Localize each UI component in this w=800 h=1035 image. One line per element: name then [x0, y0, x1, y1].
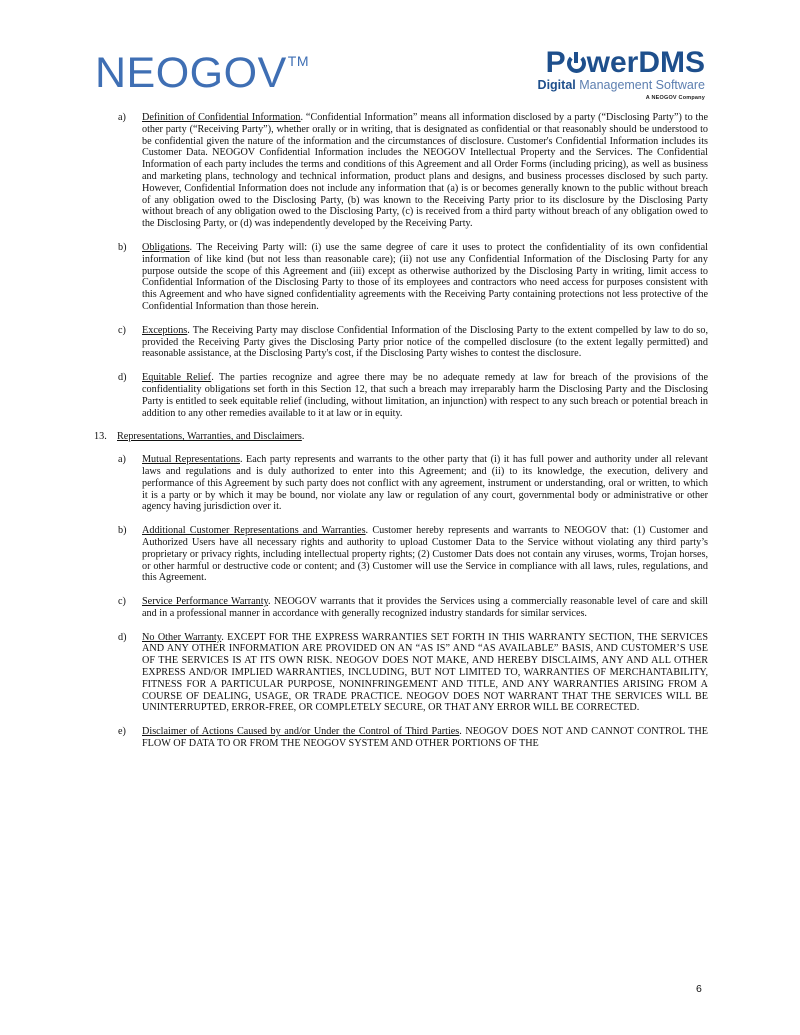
- clause-text: [142, 372, 708, 419]
- clause-body: . EXCEPT FOR THE EXPRESS WARRANTIES SET FORTH IN THIS WARRANTY SECTION, THE SERVICES AND ANY OTHER INFORMATION ARE PROVIDED ON AN “AS IS” AND “AS AVAILABLE” BASIS, AND CUSTOMER’S USE OF THE SERVICES IS AT ITS OWN RISK. NEOGOV DOES NOT MAKE, AND HEREBY DISCLAIMS, ANY AND ALL OTHER EXPRESS AND/OR IMPLIED WARRANTIES, INCLUDING, BUT NOT LIMITED TO, WARRANTIES OF MERCHANTABILITY, FITNESS FOR A PARTICULAR PURPOSE, NONINFRINGEMENT AND TITLE, AND ANY WARRANTIES ARISING FROM A COURSE OF DEALING, USAGE, OR TRADE PRACTICE. NEOGOV DOES NOT WARRANT THAT THE SERVICES WILL BE UNINTERRUPTED, ERROR-FREE, OR COMPLETELY SECURE, OR THAT ANY ERROR WILL BE CORRECTED.: [142, 631, 708, 714]
- clause-text: [142, 632, 708, 715]
- clause-title: Service Performance Warranty: [142, 596, 269, 608]
- clause-label: b): [118, 241, 127, 253]
- clause-label: a): [118, 112, 126, 123]
- clause-text: [142, 596, 708, 620]
- clause-12a: [118, 112, 708, 230]
- neogov-logo-text: NEOGOV: [95, 49, 287, 97]
- clause-text: [142, 726, 708, 750]
- powerdms-title: [527, 48, 705, 78]
- section-title: Representations, Warranties, and Disclaimers: [117, 431, 302, 443]
- clause-label: d): [118, 631, 127, 643]
- clause-text: [142, 525, 708, 584]
- clause-body: . NEOGOV DOES NOT AND CANNOT CONTROL THE FLOW OF DATA TO OR FROM THE NEOGOV SYSTEM AND OTHER PORTIONS OF THE: [142, 726, 708, 750]
- clause-title: Obligations: [142, 241, 190, 253]
- clause-text: [142, 454, 708, 513]
- powerdms-subtitle: [527, 79, 705, 93]
- clause-label: c): [118, 596, 126, 608]
- clause-label: d): [118, 372, 127, 384]
- powerdms-subtitle-light: Management Software: [575, 78, 705, 92]
- clause-label: e): [118, 726, 126, 738]
- clause-title: Mutual Representations: [142, 454, 240, 466]
- clause-body: . “Confidential Information” means all information disclosed by a party (“Disclosing Party”) to the other party (“Receiving Party”), whether orally or in writing, that is designated as confidential or that reasonably should be understood to be confidential given the nature of the information and the circumstances of disclosure. Customer's Confidential Information includes its Customer Data. NEOGOV Confidential Information includes the NEOGOV Intellectual Property and the Services. The Confidential Information of each party includes the terms and conditions of this Agreement and all Order Forms (including pricing), as well as business and marketing plans, technology and technical information, product plans and designs, and business processes disclosed by such party. However, Confidential Information does not include any information that (a) is or becomes generally known to the public without breach of any obligation owed to the Disclosing Party, (b) was known to the Receiving Party prior to its disclosure by the Disclosing Party without breach of any obligation owed to the Disclosing Party, (c) is received from a third party without breach of any obligation owed to the Disclosing Party, or (d) was independently developed by the Receiving Party.: [142, 112, 708, 230]
- clause-label: c): [118, 324, 126, 336]
- neogov-logo: [95, 49, 309, 97]
- clause-12d: [118, 372, 708, 419]
- clause-text: [142, 112, 708, 230]
- powerdms-title-p: P: [545, 46, 566, 79]
- clause-body: . The parties recognize and agree there may be no adequate remedy at law for breach of the provisions of the confidentiality obligations set forth in this Section 12, that such a breach may irreparably harm the Disclosing Party and the Disclosing Party is entitled to seek equitable relief (including, without limitation, an injunction) with respect to any such breach or potential breach in addition to any other remedies available to it at law or in equity.: [142, 372, 708, 419]
- clause-title: No Other Warranty: [142, 631, 222, 643]
- powerdms-company-line: A NEOGOV Company: [645, 94, 705, 101]
- clause-body: . Each party represents and warrants to the other party that (i) it has full power and authority under all relevant laws and regulations and is duly authorized to enter into this Agreement; and (ii) to its knowledge, the execution, delivery and performance of this Agreement by such party does not conflict with any agreement, instrument or understanding, oral or written, to which it is a party or by which it may be bound, nor violate any law or regulation of any court, governmental body or administrative or other agency having jurisdiction over it.: [142, 454, 708, 513]
- section-title-end: .: [301, 431, 305, 443]
- clause-13c: [118, 596, 708, 620]
- clause-12b: [118, 242, 708, 313]
- trademark-mark: TM: [287, 53, 309, 69]
- clause-text: [142, 242, 708, 313]
- clause-title: Disclaimer of Actions Caused by and/or Under the Control of Third Parties: [142, 726, 460, 738]
- clause-body: . The Receiving Party may disclose Confidential Information of the Disclosing Party to the extent compelled by law to do so, provided the Receiving Party gives the Disclosing Party prior notice of the compelled disclosure (to the extent legally permitted) and reasonable assistance, at the Disclosing Party's cost, if the Disclosing Party wishes to contest the disclosure.: [142, 324, 708, 360]
- clause-13b: [118, 525, 708, 584]
- clause-body: . NEOGOV warrants that it provides the Services using a commercially reasonable level of care and skill and in a professional manner in accordance with generally recognized industry standards for similar services.: [142, 596, 709, 619]
- page-header: [95, 48, 705, 108]
- clause-text: [142, 325, 708, 360]
- page-number: 6: [696, 983, 702, 995]
- powerdms-title-rest: werDMS: [586, 46, 705, 79]
- clause-title: Equitable Relief: [142, 372, 212, 384]
- clause-12c: [118, 325, 708, 360]
- clause-title: Exceptions: [142, 324, 188, 336]
- clause-13e: [118, 726, 708, 750]
- powerdms-logo: [527, 48, 705, 101]
- section-13-heading: [94, 431, 708, 443]
- section-number: 13.: [94, 431, 107, 443]
- powerdms-subtitle-bold: Digital: [537, 78, 576, 92]
- document-body: [94, 112, 709, 762]
- clause-label: b): [118, 525, 127, 537]
- clause-title: Definition of Confidential Information: [142, 112, 301, 123]
- clause-13a: [118, 454, 708, 513]
- clause-label: a): [118, 454, 126, 466]
- clause-body: . Customer hereby represents and warrants to NEOGOV that: (1) Customer and Authorized Users have all necessary rights and authority to upload Customer Data to the Service without violating any third party’s proprietary or privacy rights, including intellectual property rights; (2) Customer Dats does not contain any viruses, worms, Trojan horses, or other harmful or destructive code or content; and (3) Customer will use the Service in compliance with all laws, rules, regulations, and this Agreement.: [142, 525, 708, 584]
- clause-body: . The Receiving Party will: (i) use the same degree of care it uses to protect the confidentiality of its own confidential information of like kind (but not less than reasonable care); (ii) not use any Confidential Information of the Disclosing Party for any purpose outside the scope of this Agreement and (iii) except as otherwise authorized by the Disclosing Party in writing, limit access to Confidential Information of the Disclosing Party to those of its employees and contractors who need access for purposes consistent with this Agreement and who have signed confidentiality agreements with the Receiving Party containing protections not less protective of the Confidential Information than those herein.: [142, 241, 708, 312]
- clause-13d: [118, 632, 708, 715]
- clause-title: Additional Customer Representations and Warranties: [142, 525, 366, 537]
- power-icon: [567, 54, 586, 73]
